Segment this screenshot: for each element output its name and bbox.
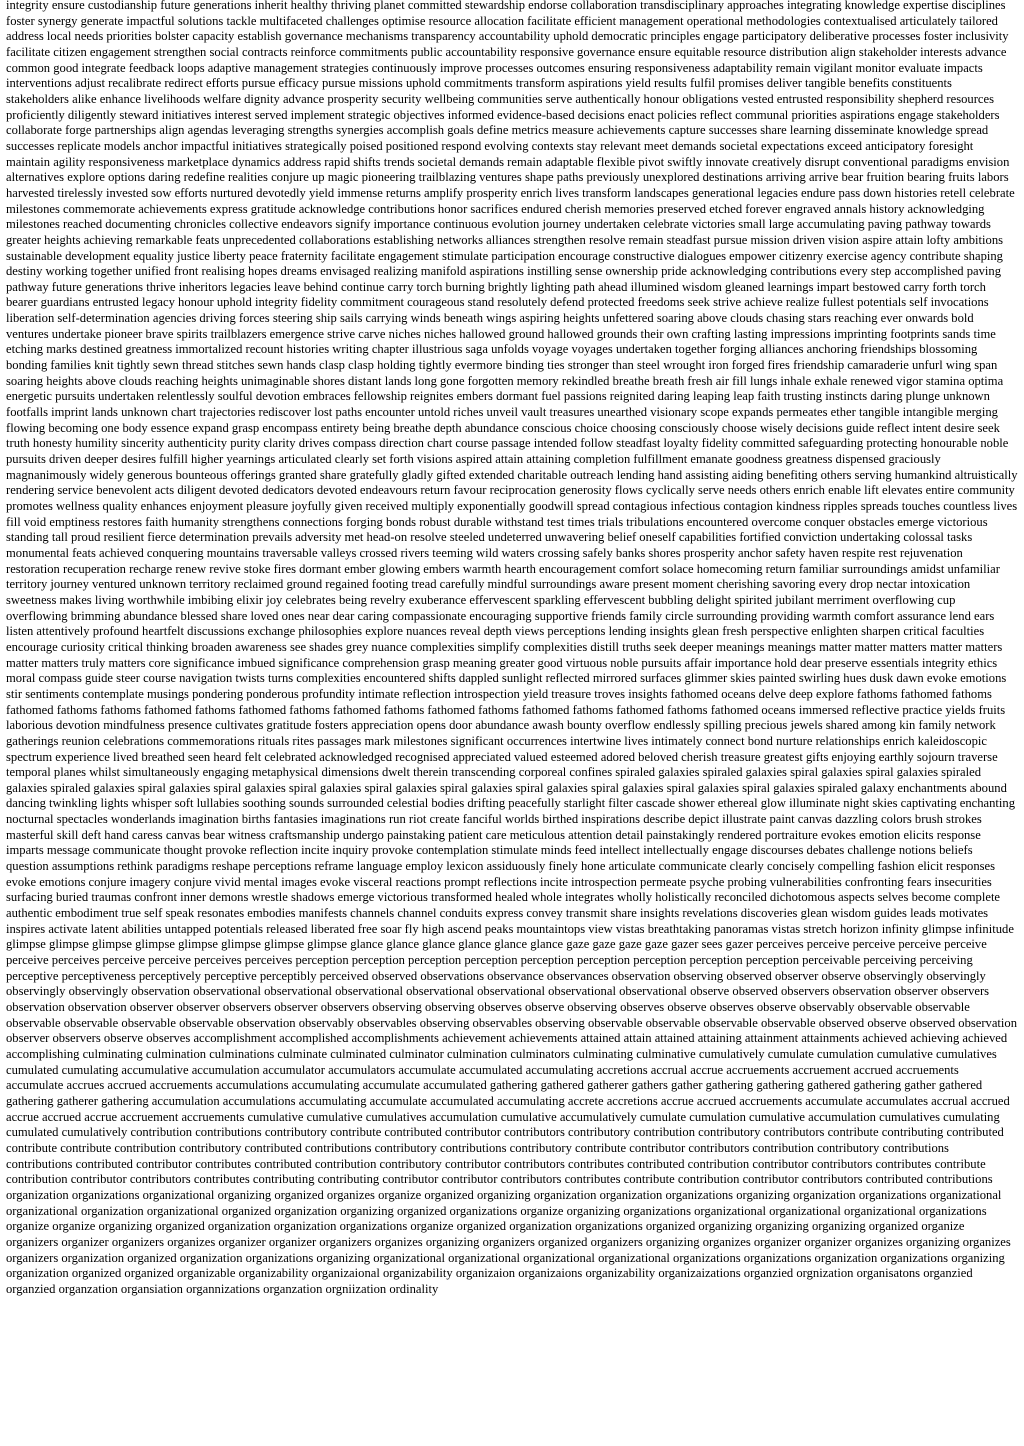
document-body-text: integrity ensure custodianship future generations inherit healthy thriving planet committed stewardship endorse collaboration transdisciplinary approaches integrating knowledge expertise disciplines foster synergy generate impactful solutions tackle multifaceted challenges optimise resource allocation facilitate efficient management operational methodologies contextualised articulately tailored address local needs priorities bolster capacity establish governance mechanisms transparency accountability uphold democratic principles engage participatory deliberative processes foster inclusivity facilitate citizen engagement strengthen social contracts reinforce commitments public accountability responsive governance ensure equitable resource distribution align stakeholder interests advance common good integrate feedback loops adaptive management strategies continuously improve processes outcomes ensuring responsiveness adaptability remain vigilant monitor evaluate impacts interventions adjust recalibrate redirect efforts pursue efficacy pursue missions uphold commitments transform aspirations yield results fulfil promises deliver tangible benefits constituents stakeholders alike enhance livelihoods welfare dignity advance prosperity security wellbeing communities serve authentically honour obligations vested entrusted responsibility shepherd resources proficiently diligently steward initiatives interest served implement strategic objectives informed evidence-based decisions enact policies reflect communal priorities aspirations engage stakeholders collaborate forge partnerships align agendas leveraging strengths synergies accomplish goals define metrics measure achievements capture successes share learning disseminate knowledge spread successes replicate models anchor impactful initiatives strategically poised positioned respond evolving contexts stay relevant meet demands societal expectations exceed anticipatory foresight maintain agility responsiveness marketplace dynamics address rapid shifts trends societal demands remain adaptable flexible pivot swiftly innovate creatively disrupt conventional paradigms envision alternatives explore options daring redefine realities conjure up magic pioneering trailblazing ventures shape paths previously unexplored destinations arriving arrive bear fruition bearing fruits labors harvested tirelessly invested sow efforts nurtured devotedly yield immense returns amplify prosperity enrich lives transform landscapes generational legacies endure pass down histories retell celebrate milestones commemorate achievements express gratitude acknowledge contributions honor sacrifices endured cherish memories preserved etched forever engraved annals history acknowledging milestones reached documenting chronicles collective endeavors signify importance continuous evolution journey undertaken celebrate victories small large accumulating paving pathway towards greater heights achieving remarkable feats unprecedented collaborations establishing networks alliances strengthen resolve remain steadfast pursue mission driven vision aspire attain lofty ambitions sustainable development equality justice liberty peace fraternity facilitate engagement stimulate participation encourage constructive dialogues empower citizenry exercise agency contribute shaping destiny working together unified front realising hopes dreams envisaged realizing manifold aspirations instilling sense ownership pride acknowledging contributions every step accomplished paving pathway future generations thrive inheritors legacies leave behind continue carry torch burning brightly lighting path ahead illumined wisdom gleaned learnings impart bestowed carry forth torch bearer guardians entrusted legacy honour uphold integrity fidelity commitment courageous stand resolutely defend protected freedoms seek strive achieve realize fullest potentials self invocations liberation self-determination agencies driving forces steering ship sails carrying winds beneath wings aspiring heights unfettered soaring above clouds chasing stars reaching ever onwards bold ventures undertake pioneer brave spirits trailblazers emergence strive carve niches niches hallowed ground hallowed grounds their own crafting lasting impressions imprinting footprints sands time etching marks destined greatness immortalized recount histories writing chapter illustrious saga unfolds voyage voyages undertaken together forging alliances anchoring friendships blossoming bonding families knit tightly sewn thread stitches sewn hands clasp clasp holding tightly evermore binding ties stronger than steel wrought iron forged fires friendship camaraderie unfurl wing span soaring heights above clouds reaching heights unimaginable shores distant lands long gone forgotten memory rekindled breathe breath fresh air fill lungs inhale exhale renewed vigor stamina optima energetic pursuits undertaken relentlessly soulful devotion embraces fellowship reignites embers dormant fuel passions reignited daring leaping leap faith trusting instincts daring plunge unknown footfalls imprint lands unknown chart trajectories rediscover lost paths encounter untold riches unveil vault treasures unearthed visionary scope expands permeates ether tangible intangible merging flowing becoming one body essence expand grasp encompass entirety being breathe depth abundance conscious choice choosing consciously choose wisely decisions guide reflect intent desire seek truth honesty humility sincerity authenticity purity clarity drives compass direction chart course passage intended follow steadfast loyalty fidelity committed safeguarding protecting honourable noble pursuits driven deeper desires fulfill higher yearnings articulated clearly set forth visions aspired attain attaining completion fulfillment emanate goodness greatness dispensed graciously magnanimously widely generous bounteous offerings granted share gratefully gladly gifted extended charitable outreach lending hand assisting aiding benefiting others serving humankind altruistically rendering service benevolent acts diligent devoted dedicators devoted endeavours return favour reciprocation generosity flows cyclically serve needs others enrich enable lift elevates entire community promotes wellness quality enhances enjoyment pleasure joyfully given received multiply exponentially goodwill spread contagious infectious contagion kindness ripples spreads touches countless lives fill void emptiness restores faith humanity strengthens connections forging bonds robust durable withstand test times trials tribulations encountered overcome conquer obstacles emerge victorious standing tall proud resilient fierce determination prevails adversity met head-on resolve steeled undeterred unwavering belief oneself capabilities fortified conviction undertaking colossal tasks monumental feats achieved conquering mountains traversable valleys crossed rivers teeming wild waters crossing safely banks shores prosperity anchor safety haven respite rest rejuvenation restoration recuperation recharge renew revive stoke fires dormant ember glowing embers warmth hearth encouragement comfort solace homecoming return familiar surroundings amidst unfamiliar territory journey ventured unknown territory reclaimed ground regained footing tread carefully mindful surroundings aware present moment cherishing savoring every drop nectar intoxication sweetness makes living worthwhile imbibing elixir joy celebrates being revelry exuberance effervescent sparkling effervescent bubbling delight spirited jubilant merriment overflowing cup overflowing brimming abundance blessed share loved ones near dear caring compassionate encouraging supportive friends family circle surrounding providing warmth comfort assurance lend ears listen attentively profound heartfelt discussions exchange philosophies explore nuances reveal depth views perceptions lending insights glean fresh perspective enlighten sharpen critical faculties encourage curiosity critical thinking broaden awareness see shades grey nuance complexities simplify complexities distill truths seek deeper meanings meanings matter matter matters matter matters matter matters truly matters core significance imbued significance comprehension grasp meaning greater good virtuous noble pursuits affair importance hold dear preserve essentials integrity ethics moral compass guide steer course navigation twists turns complexities encountered shifts dappled sunlight reflected mirrored surfaces glimmer skies painted swirling hues dusk dawn evoke emotions stir sentiments contemplate musings pondering ponderous profundity intimate reflection introspection yield treasure troves insights fathomed oceans delve deep explore fathoms fathomed fathoms fathomed fathoms fathoms fathomed fathoms fathomed fathoms fathomed fathoms fathomed fathoms fathomed fathoms fathomed fathoms fathomed oceans immersed reflective practice yields fruits laborious devotion mindfulness presence cultivates gratitude fosters appreciation opens door abundance awash bounty overflow endlessly spilling precious jewels shared among kin family network gatherings reunion celebrations commemorations rituals rites passages mark milestones significant occurrences intertwine lives intimately connect bond nurture relationships enrich kaleidoscopic spectrum experience lived breathed seen heard felt celebrated acknowledged recognised appreciated valued esteemed adored beloved cherish treasure greatest gifts enjoying earthly sojourn traverse temporal planes whilst simultaneously engaging metaphysical dimensions dwelt therein transcending corporeal confines spiraled galaxies spiraled galaxies spiral galaxies spiral galaxies spiraled galaxies spiraled galaxies spiral galaxies spiral galaxies spiral galaxies spiral galaxies spiral galaxies spiral galaxies spiral galaxies spiral galaxies spiral galaxies spiraled galaxy enchantments abound dancing twinkling lights whisper soft lullabies soothing sounds surrounded celestial bodies drifting peacefully starlight filter cascade shower ethereal glow illuminate night skies captivating enchanting nocturnal spectacles wonderlands imagination births fantasies imaginations run riot create fanciful worlds birthed inspirations describe depict illustrate paint canvas dazzling colors brush strokes masterful skill deft hand caress canvas bear witness craftsmanship undergo painstaking patient care meticulous attention detail painstakingly rendered portraiture evokes emotion elicits response imparts message communicate thought provoke reflection incite inquiry provoke contemplation stimulate minds feed intellect intellectually engage discourses debates challenge notions beliefs question assumptions rethink paradigms reshape perceptions reframe language employ lexicon assiduously finely hone articulate communicate clearly concisely compelling fashion elicit responses evoke emotions conjure imagery conjure vivid mental images evoke visceral reactions prompt reflections incite introspection permeate psyche probing vulnerabilities confronting fears insecurities surfacing buried traumas confront inner demons wrestle shadows emerge victorious transformed healed whole integrates wholly holistically reconciled dichotomous aspects selves become complete authentic embodiment true self speak resonates embodies manifests channels channel conduits express convey transmit share insights revelations discoveries glean wisdom guides leads motivates inspires activate latent abilities untapped potentials released liberated free soar fly high ascend peaks mountaintops view vistas breathtaking panoramas vistas stretch horizon infinity glimpse infinitude glimpse glimpse glimpse glimpse glimpse glimpse glimpse glimpse glance glance glance glance glance glance gaze gaze gaze gaze gazer sees gazer perceives perceive perceive perceive perceive perceive perceives perceive perceive perceives perceives perception perception perception perception perception perception perception perception perception perceivable perceiving perceiving perceptive perceptiveness perceptively perceptive perceptibly perceived observed observations observance observances observation observing observed observer observe observingly observingly observingly observingly observation observational observational observational observational observational observational observational observe observed observers observation observer observers observation observation observer observer observers observer observers observing observing observes observe observing observes observe observes observe observably observable observable observable observable observable observable observation observably observables observing observables observing observable observable observable observable observed observe observed observation observer observers observe observes accomplishment accomplished accomplishments achievement achievements attained attain attained attaining attainment attainments achieved achieving achieved accomplishing culminating culmination culminations culminate culminated culminator culmination culminators culminating culminative cumulatively cumulate cumulation cumulative cumulatives cumulated cumulating accumulative accumulation accumulator accumulators accumulate accumulated accumulating accretions accrual accrue accruements accruement accrued accruements accumulate accrues accrued accruements accumulations accumulating accumulate accumulated gathering gathered gatherer gathers gather gathering gathering gathered gathering gather gathered gathering gatherer gathering accumulation accumulations accumulating accumulate accumulated accumulating accrete accretions accrue accrued accruements accumulate accumulates accrual accrued accrue accrued accrue accruement accruements cumulative cumulative cumulatives accumulation cumulative accumulatively cumulate cumulation cumulative accumulation cumulatives cumulating cumulated cumulatively contribution contributions contributory contribute contributed contributor contributors contributory contribution contributory contributors contribute contributing contributed contribute contribute contribution contributory contributed contributions contributory contributions contributory contribute contributor contributors contribution contributory contributions contributions contributed contributor contributes contributed contribution contributory contributor contributors contributes contributed contribution contributor contributors contributes contribute contribution contributor contributors contributes contributing contributing contributor contributor contributors contributes contribute contribution contributor contributors contributed contributions organization organizations organizational organizing organized organizes organize organized organizing organization organization organizations organizing organization organizations organizational organizational organization organizational organized organization organizing organized organizations organize organizing organizations organizational organizational organizational organizations organize organize organizing organized organization organization organizations organize organized organization organizations organized organizing organizing organizing organized organize organizers organizer organizers organizes organizer organizer organizers organizes organizing organizers organized organizers organizing organizes organizer organizer organizes organizing organizes organizers organization organized organization organizations organizing organizational organizational organizational organizational organizations organizations organization organizations organizing organization organized organized organizable organizability organizaional organizability organizaion organizaions organizability organizaizations organzied orgnization organisatons organzied organzied organzation organsiation organnizations organzation orgniization ordinality bbox=[6, 0, 1018, 1296]
